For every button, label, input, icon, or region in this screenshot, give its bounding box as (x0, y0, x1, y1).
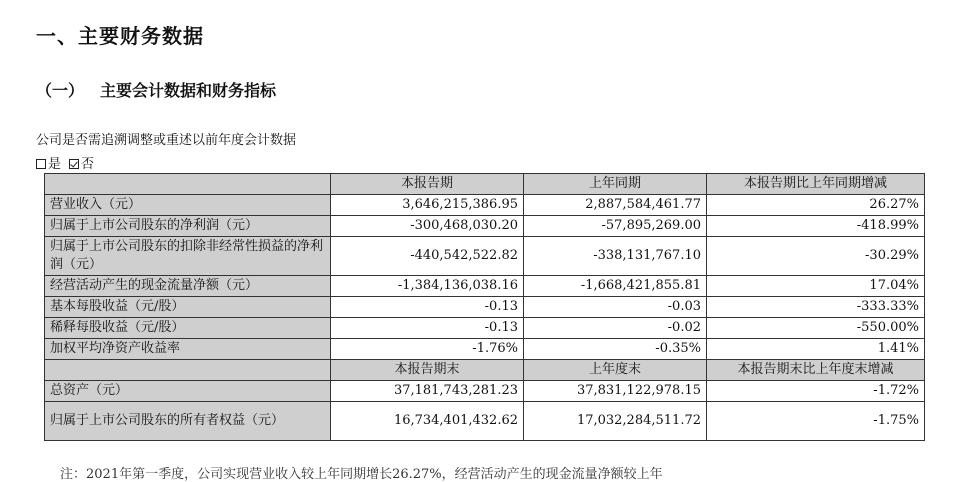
table-row (45, 297, 925, 318)
change-value: -418.99% (707, 216, 925, 237)
current-value: 37,181,743,281.23 (331, 381, 524, 402)
table-row (45, 216, 925, 237)
table-row (45, 402, 925, 441)
row-label: 稀释每股收益（元/股） (45, 318, 331, 339)
previous-value: 17,032,284,511.72 (524, 402, 707, 441)
header-cell-period-change: 本报告期比上年同期增减 (707, 174, 925, 195)
row-label: 经营活动产生的现金流量净额（元） (45, 276, 331, 297)
row-label: 加权平均净资产收益率 (45, 339, 331, 360)
header-cell-prior-year-end: 上年度末 (524, 360, 707, 381)
change-value: -1.72% (707, 381, 925, 402)
previous-value: -0.02 (524, 318, 707, 339)
previous-value: -0.35% (524, 339, 707, 360)
current-value: -300,468,030.20 (331, 216, 524, 237)
previous-value: 2,887,584,461.77 (524, 195, 707, 216)
previous-value: -1,668,421,855.81 (524, 276, 707, 297)
yes-checkbox-icon (36, 159, 46, 169)
table-row (45, 237, 925, 276)
change-value: 26.27% (707, 195, 925, 216)
current-value: -440,542,522.82 (331, 237, 524, 276)
change-value: -1.75% (707, 402, 925, 441)
table-row (45, 381, 925, 402)
current-value: -1,384,136,038.16 (331, 276, 524, 297)
table-footnote: 注：2021年第一季度，公司实现营业收入较上年同期增长26.27%，经营活动产生的现金流量净额较上年 (60, 467, 663, 482)
subsection-heading (36, 78, 276, 101)
subsection-title: 主要会计数据和财务指标 (100, 81, 277, 100)
row-label: 归属于上市公司股东的扣除非经常性损益的净利润（元） (45, 237, 331, 276)
header-cell-empty (45, 360, 331, 381)
key-financial-data-table (44, 173, 925, 441)
row-label: 归属于上市公司股东的净利润（元） (45, 216, 331, 237)
header-cell-empty (45, 174, 331, 195)
header-cell-period-end: 本报告期末 (331, 360, 524, 381)
header-cell-prior-period: 上年同期 (524, 174, 707, 195)
previous-value: 37,831,122,978.15 (524, 381, 707, 402)
header-cell-year-end-change: 本报告期末比上年度末增减 (707, 360, 925, 381)
table-row (45, 276, 925, 297)
yes-option-label: 是 (48, 157, 62, 172)
table-row (45, 318, 925, 339)
change-value: -333.33% (707, 297, 925, 318)
header-cell-current-period: 本报告期 (331, 174, 524, 195)
table-header-row (45, 174, 925, 195)
change-value: 1.41% (707, 339, 925, 360)
section-heading: 一、主要财务数据 (36, 24, 204, 48)
table-row (45, 339, 925, 360)
current-value: -1.76% (331, 339, 524, 360)
previous-value: -0.03 (524, 297, 707, 318)
current-value: -0.13 (331, 297, 524, 318)
change-value: -550.00% (707, 318, 925, 339)
row-label: 营业收入（元） (45, 195, 331, 216)
retroactive-adjustment-question: 公司是否需追溯调整或重述以前年度会计数据 (36, 133, 297, 148)
current-value: 16,734,401,432.62 (331, 402, 524, 441)
table-header-row (45, 360, 925, 381)
change-value: -30.29% (707, 237, 925, 276)
row-label: 基本每股收益（元/股） (45, 297, 331, 318)
current-value: 3,646,215,386.95 (331, 195, 524, 216)
previous-value: -57,895,269.00 (524, 216, 707, 237)
change-value: 17.04% (707, 276, 925, 297)
current-value: -0.13 (331, 318, 524, 339)
previous-value: -338,131,767.10 (524, 237, 707, 276)
subsection-number: （一） (36, 81, 85, 100)
no-option-label: 否 (81, 157, 95, 172)
no-checkbox-checked-icon (69, 159, 79, 169)
row-label: 归属于上市公司股东的所有者权益（元） (45, 402, 331, 441)
retroactive-adjustment-options (36, 153, 94, 172)
row-label: 总资产（元） (45, 381, 331, 402)
table-row (45, 195, 925, 216)
